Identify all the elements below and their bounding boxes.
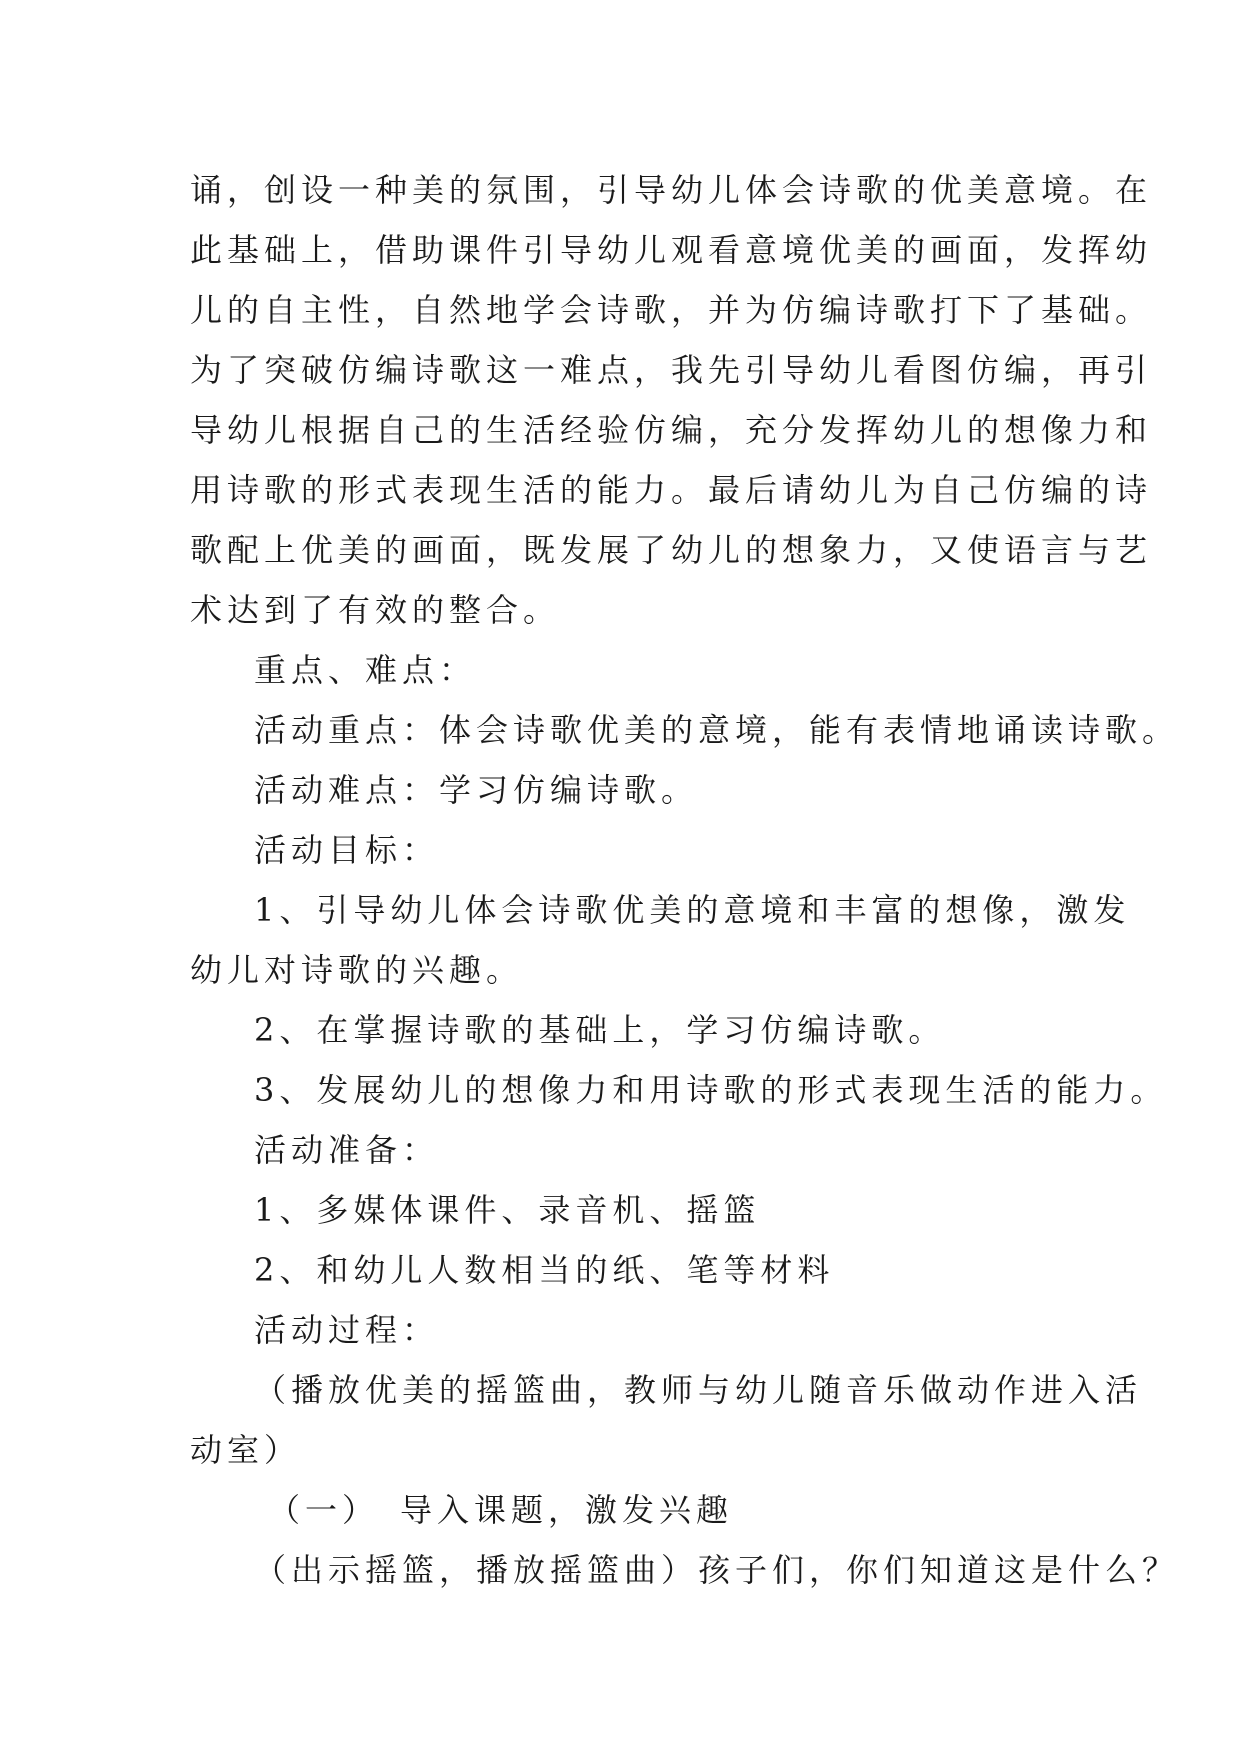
paragraph-line: 用诗歌的形式表现生活的能力。最后请幼儿为自己仿编的诗 xyxy=(190,471,1153,509)
paragraph-line: 诵，创设一种美的氛围，引导幼儿体会诗歌的优美意境。在 xyxy=(190,171,1153,209)
list-item: 3、发展幼儿的想像力和用诗歌的形式表现生活的能力。 xyxy=(254,1071,1168,1109)
paragraph-line: 术达到了有效的整合。 xyxy=(190,591,561,629)
paragraph-line: 歌配上优美的画面，既发展了幼儿的想象力，又使语言与艺 xyxy=(190,531,1153,569)
list-item: 2、在掌握诗歌的基础上，学习仿编诗歌。 xyxy=(254,1011,946,1049)
list-item: 1、引导幼儿体会诗歌优美的意境和丰富的想像，激发 xyxy=(254,891,1131,929)
section-heading: 重点、难点： xyxy=(254,651,477,689)
section-heading: 活动准备： xyxy=(254,1131,440,1169)
paragraph-line: 儿的自主性，自然地学会诗歌，并为仿编诗歌打下了基础。 xyxy=(190,291,1153,329)
paragraph-line: 此基础上，借助课件引导幼儿观看意境优美的画面，发挥幼 xyxy=(190,231,1153,269)
section-heading: 活动过程： xyxy=(254,1311,440,1349)
paragraph-line: 活动难点：学习仿编诗歌。 xyxy=(254,771,699,809)
subsection-heading: （一） 导入课题，激发兴趣 xyxy=(268,1491,734,1529)
list-item: 2、和幼儿人数相当的纸、笔等材料 xyxy=(254,1251,835,1289)
list-item: 1、多媒体课件、录音机、摇篮 xyxy=(254,1191,761,1229)
document-body xyxy=(190,160,1180,1600)
list-item-continuation: 幼儿对诗歌的兴趣。 xyxy=(190,951,524,989)
paragraph-line: 活动重点：体会诗歌优美的意境，能有表情地诵读诗歌。 xyxy=(254,711,1180,749)
paragraph-line: 动室） xyxy=(190,1431,302,1469)
paragraph-line: 为了突破仿编诗歌这一难点，我先引导幼儿看图仿编，再引 xyxy=(190,351,1153,389)
section-heading: 活动目标： xyxy=(254,831,440,869)
paragraph-line: （播放优美的摇篮曲，教师与幼儿随音乐做动作进入活 xyxy=(254,1371,1143,1409)
paragraph-line: 导幼儿根据自己的生活经验仿编，充分发挥幼儿的想像力和 xyxy=(190,411,1153,449)
paragraph-line: （出示摇篮，播放摇篮曲）孩子们，你们知道这是什么？ xyxy=(254,1551,1180,1589)
